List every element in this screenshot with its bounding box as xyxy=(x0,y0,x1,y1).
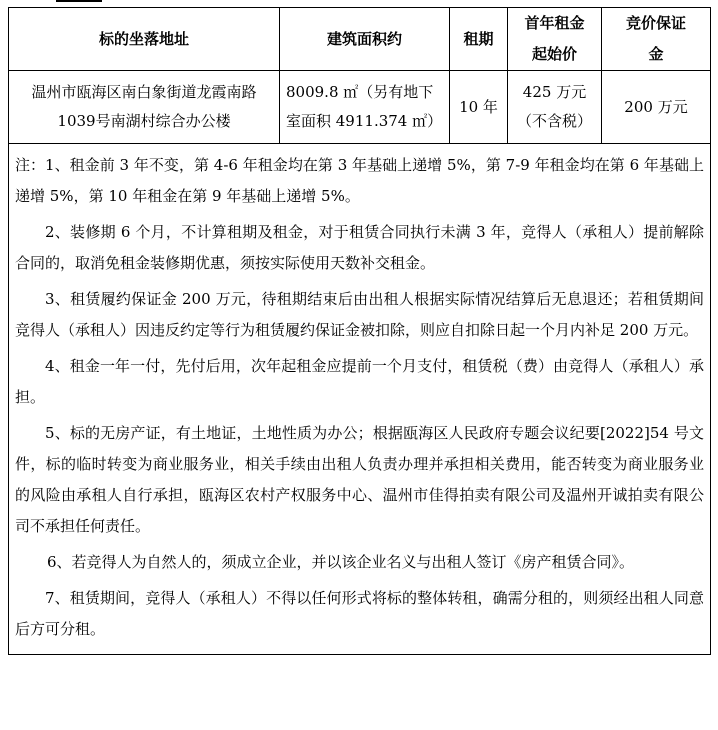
header-term: 租期 xyxy=(450,8,508,71)
table-header-row xyxy=(9,8,711,71)
header-rent-line2: 起始价 xyxy=(531,45,577,63)
note-4: 4、租金一年一付，先付后用，次年起租金应提前一个月支付，租赁税（费）由竞得人（承租人）承担。 xyxy=(15,356,704,406)
cell-rent-line1: 425 万元 xyxy=(522,83,587,101)
cell-first-year-rent xyxy=(508,71,602,144)
header-area: 建筑面积约 xyxy=(280,8,450,71)
header-deposit-line2: 金 xyxy=(648,45,664,63)
note-5: 5、标的无房产证，有土地证，土地性质为办公；根据瓯海区人民政府专题会议纪要[2022]54 号文件，标的临时转变为商业服务业，相关手续由出租人负责办理并承担相关费用，能否转变为商业服务业的风险由承租人自行承担，瓯海区农村产权服务中心、温州市佳得拍卖有限公司及温州开诚拍卖有限公司不承担任何责任。 xyxy=(15,423,704,536)
header-deposit-line1: 竞价保证 xyxy=(625,14,686,32)
table-row xyxy=(9,71,711,144)
lease-table xyxy=(8,7,711,655)
note-6: 6、若竞得人为自然人的，须成立企业，并以该企业名义与出租人签订《房产租赁合同》。 xyxy=(47,552,635,571)
note-3: 3、租赁履约保证金 200 万元，待租期结束后由出租人根据实际情况结算后无息退还；若租赁期间竞得人（承租人）因违反约定等行为租赁履约保证金被扣除，则应自扣除日起一个月内补足 200 万元。 xyxy=(15,289,704,340)
cell-term: 10 年 xyxy=(450,71,508,144)
note-2: 2、装修期 6 个月，不计算租期及租金，对于租赁合同执行未满 3 年，竞得人（承租人）提前解除合同的，取消免租金装修期优惠，须按实际使用天数补交租金。 xyxy=(15,222,704,273)
cell-location: 温州市瓯海区南白象街道龙霞南路1039号南湖村综合办公楼 xyxy=(9,71,280,144)
header-deposit xyxy=(602,8,711,71)
header-first-year-rent xyxy=(508,8,602,71)
top-rule-mark xyxy=(56,0,102,2)
cell-deposit: 200 万元 xyxy=(602,71,711,144)
header-location: 标的坐落地址 xyxy=(9,8,280,71)
notes-row xyxy=(9,144,711,655)
header-rent-line1: 首年租金 xyxy=(524,14,585,32)
notes-cell xyxy=(9,144,711,655)
note-7: 7、租赁期间，竞得人（承租人）不得以任何形式将标的整体转租，确需分租的，则须经出租人同意后方可分租。 xyxy=(15,588,704,638)
cell-rent-line2: （不含税） xyxy=(516,112,592,130)
note-1: 注：1、租金前 3 年不变，第 4-6 年租金均在第 3 年基础上递增 5%，第 7-9 年租金均在第 6 年基础上递增 5%，第 10 年租金在第 9 年基础上递增 5%。 xyxy=(15,156,704,206)
cell-area: 8009.8 ㎡（另有地下室面积 4911.374 ㎡） xyxy=(280,71,450,144)
